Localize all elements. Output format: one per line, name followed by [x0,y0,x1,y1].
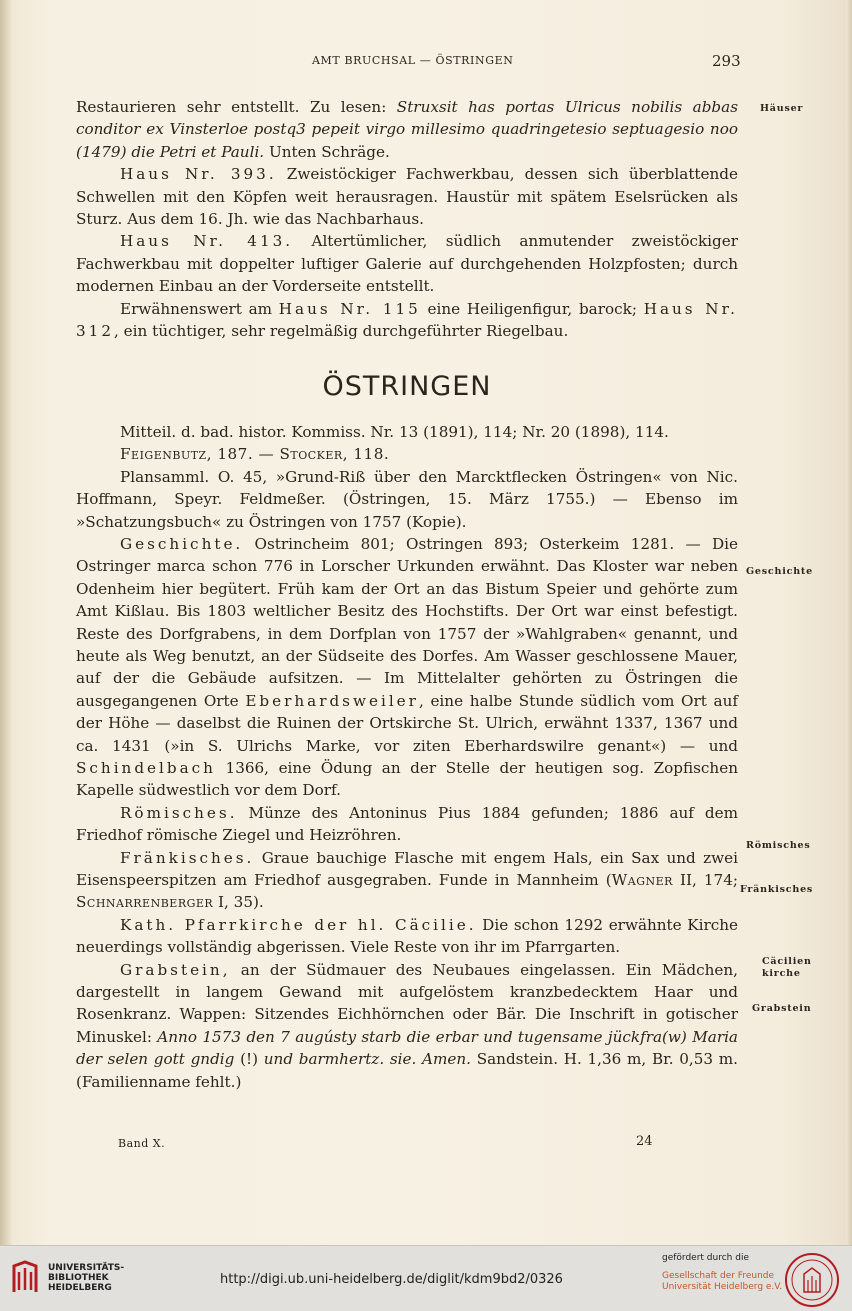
running-header [0,52,852,74]
permalink-url[interactable]: http://digi.ub.uni-heidelberg.de/diglit/kdm9bd2/0326 [220,1272,563,1287]
paragraph: Feigenbutz, 187. — Stocker, 118. [120,445,390,464]
paragraph: Grabstein, an der Südmauer des Neubaues eingelassen. Ein Mädchen, dargestellt in langem Gewand mit aufgelöstem kranzbedecktem Haar und Rosenkranz. Wappen: Sitzendes Eichhörnchen oder Bär. Die Inschrift in gotischer Minuskel: Anno 1573 den 7 augústy starb die erbar und tugensame jückfra(w) Maria der selen gott gndig (!) und barmhertz. sie. Amen. Sandstein. H. 1,36 m, Br. 0,53 m. (Familienname fehlt.) [76,960,738,1091]
paragraph: Fränkisches. Graue bauchige Flasche mit engem Hals, ein Sax und zwei Eisenspeerspitzen am Friedhof ausgegraben. Funde in Mannheim (Wagner II, 174; Schnarrenberger I, 35). [76,848,738,912]
university-seal-icon [784,1252,840,1308]
sponsor-name[interactable]: Gesellschaft der Freunde Universität Heidelberg e.V. [662,1271,783,1292]
margin-note-kirche: kirche [762,968,801,979]
margin-note-caecilien: Cäcilien [762,956,812,967]
paragraph: Mitteil. d. bad. histor. Kommiss. Nr. 13 (1891), 114; Nr. 20 (1898), 114. [120,422,669,441]
margin-note-geschichte: Geschichte [746,566,813,577]
sponsor-label: gefördert durch die [662,1253,749,1263]
paragraph: Haus Nr. 413. Altertümlicher, südlich anmutender zweistöckiger Fachwerkbau mit doppelter luftiger Galerie auf durchgehenden Holzpfosten; durch modernen Einbau an der Vorderseite entstellt. [76,232,739,296]
body-text [76,96,738,1093]
margin-note-roemisches: Römisches [746,840,811,851]
margin-note-grabstein: Grabstein [752,1003,812,1014]
viewer-footer-bar [0,1245,852,1311]
page-number: 293 [712,52,741,70]
paragraph: Haus Nr. 393. Zweistöckiger Fachwerkbau, dessen sich überblattende Schwellen mit den Köpfen weit herausragen. Haustür mit spätem Eselsrücken als Sturz. Aus dem 16. Jh. wie das Nachbarhaus. [76,165,739,229]
paragraph: Erwähnenswert am Haus Nr. 115 eine Heiligenfigur, barock; Haus Nr. 312, ein tüchtiger, sehr regelmäßig durchgeführter Riegelbau. [76,299,739,341]
section-title: ÖSTRINGEN [322,371,492,403]
page-edge-shadow [846,0,852,1245]
signature-mark: 24 [636,1134,653,1149]
running-title: AMT BRUCHSAL — ÖSTRINGEN [312,54,514,67]
paragraph: Römisches. Münze des Antoninus Pius 1884 gefunden; 1886 auf dem Friedhof römische Ziegel und Heizröhren. [76,803,738,845]
paragraph: Restaurieren sehr entstellt. Zu lesen: Struxsit has portas Ulricus nobilis abbas conditor ex Vinsterloe postq3 pepeit virgo millesimo quadringetesio septuagesio noo (1479) die Petri et Pauli. Unten Schräge. [76,98,739,161]
volume-label: Band X. [118,1137,166,1150]
library-name: UNIVERSITÄTS- BIBLIOTHEK HEIDELBERG [48,1263,125,1293]
university-library-logo-icon[interactable] [10,1260,40,1296]
margin-note-haeuser: Häuser [760,103,804,114]
paragraph: Kath. Pfarrkirche der hl. Cäcilie. Die schon 1292 erwähnte Kirche neuerdings vollständig abgerissen. Viele Reste von ihr im Pfarrgarten. [76,915,738,957]
paragraph: Geschichte. Ostrincheim 801; Ostringen 893; Osterkeim 1281. — Die Ostringer marca schon 776 in Lorscher Urkunden erwähnt. Das Kloster war neben Odenheim hier begütert. Früh kam der Ort an das Bistum Speier und gehörte zum Amt Kißlau. Bis 1803 weltlicher Besitz des Hochstifts. Der Ort war einst befestigt. Reste des Dorfgrabens, in dem Dorfplan von 1757 der »Wahlgraben« genannt, und heute als Weg benutzt, an der Südseite des Dorfes. Am Wasser geschlossene Mauer, auf der die Gebäude aufsitzen. — Im Mittelalter gehörten zu Östringen die ausgegangenen Orte Eberhardsweiler, eine halbe Stunde südlich vom Ort auf der Höhe — daselbst die Ruinen der Ortskirche St. Ulrich, erwähnt 1337, 1367 und ca. 1431 (»in S. Ulrichs Marke, vor ziten Eberhardswilre genant«) — und Schindelbach 1366, eine Ödung an der Stelle der heutigen sog. Zopfischen Kapelle südwestlich vor dem Dorf. [76,534,738,800]
page-gutter-shadow [0,0,12,1245]
margin-note-fraenkisches: Fränkisches [740,884,814,895]
paragraph: Plansamml. O. 45, »Grund-Riß über den Marcktflecken Östringen« von Nic. Hoffmann, Speyr. Feldmeßer. (Östringen, 15. März 1755.) — Ebenso im »Schatzungsbuch« zu Östringen von 1757 (Kopie). [76,467,738,531]
